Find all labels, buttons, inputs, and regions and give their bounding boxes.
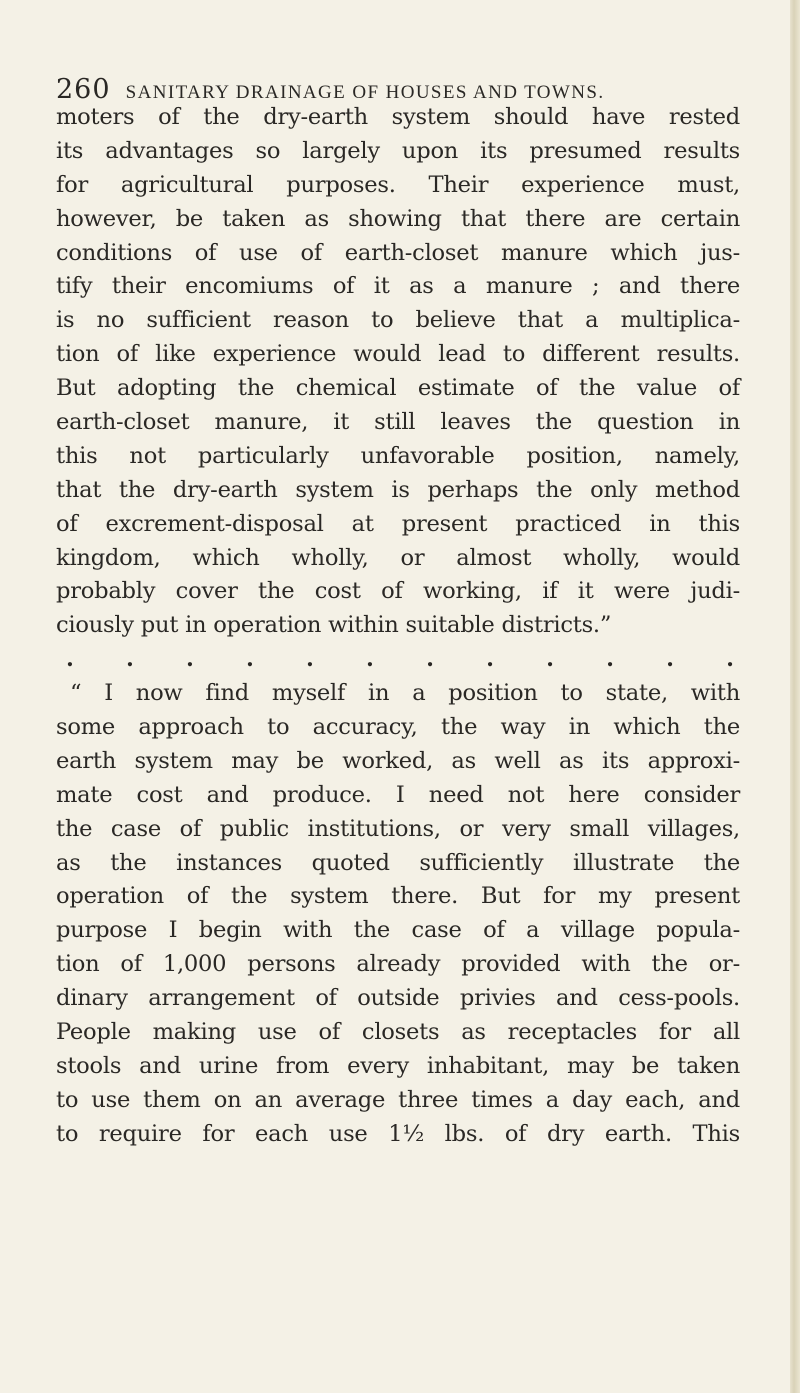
page-edge	[790, 0, 800, 1393]
text-line: tion of like experience would lead to different results.	[56, 341, 740, 368]
text-line: tify their encomiums of it as a manure ; and there	[56, 273, 740, 300]
text-line: ciously put in operation within suitable districts.”	[56, 612, 612, 639]
text-line: of excrement-disposal at present practiced in this	[56, 510, 740, 537]
paragraph-continued	[56, 101, 740, 643]
text-line: is no sufficient reason to believe that a multiplica-	[56, 307, 740, 334]
text-line: moters of the dry-earth system should have rested	[56, 104, 740, 130]
running-title: SANITARY DRAINAGE OF HOUSES AND TOWNS.	[125, 82, 605, 103]
text-line: mate cost and produce. I need not here consider	[56, 781, 740, 808]
text-line: kingdom, which wholly, or almost wholly, would	[56, 544, 740, 571]
text-line: this not particularly unfavorable position, namely,	[56, 442, 740, 469]
text-line: its advantages so largely upon its presumed results	[56, 137, 740, 164]
body-text	[56, 101, 740, 1152]
text-line: to require for each use 1½ lbs. of dry earth. This	[56, 1120, 740, 1147]
text-line: People making use of closets as receptacles for all	[56, 1019, 740, 1046]
text-line: purpose I begin with the case of a village popula-	[56, 917, 740, 944]
text-line: as the instances quoted sufficiently illustrate the	[56, 849, 740, 876]
text-line: stools and urine from every inhabitant, may be taken	[56, 1052, 740, 1079]
text-line: for agricultural purposes. Their experience must,	[56, 171, 740, 198]
text-line: however, be taken as showing that there are certain	[56, 205, 740, 232]
paragraph-quote	[56, 677, 740, 1151]
page-number: 260	[56, 74, 111, 105]
text-line: to use them on an average three times a day each, and	[56, 1086, 740, 1113]
text-line: operation of the system there. But for my present	[56, 883, 740, 910]
text-line: that the dry-earth system is perhaps the only method	[56, 476, 740, 503]
text-line: dinary arrangement of outside privies and cess-pools.	[56, 985, 740, 1012]
text-line: conditions of use of earth-closet manure which jus-	[56, 239, 740, 266]
text-line: the case of public institutions, or very small villages,	[56, 815, 740, 842]
text-line: earth system may be worked, as well as its approxi-	[56, 747, 740, 774]
text-line: earth-closet manure, it still leaves the question in	[56, 409, 740, 436]
text-line: “ I now find myself in a position to state, with	[70, 680, 740, 707]
text-line: some approach to accuracy, the way in which the	[56, 714, 740, 741]
text-line: But adopting the chemical estimate of the value of	[56, 375, 740, 402]
text-line: tion of 1,000 persons already provided with the or-	[56, 951, 740, 978]
text-line: probably cover the cost of working, if it were judi-	[56, 578, 740, 605]
ellipsis-separator: . . . . . . . . . . . .	[66, 646, 734, 673]
